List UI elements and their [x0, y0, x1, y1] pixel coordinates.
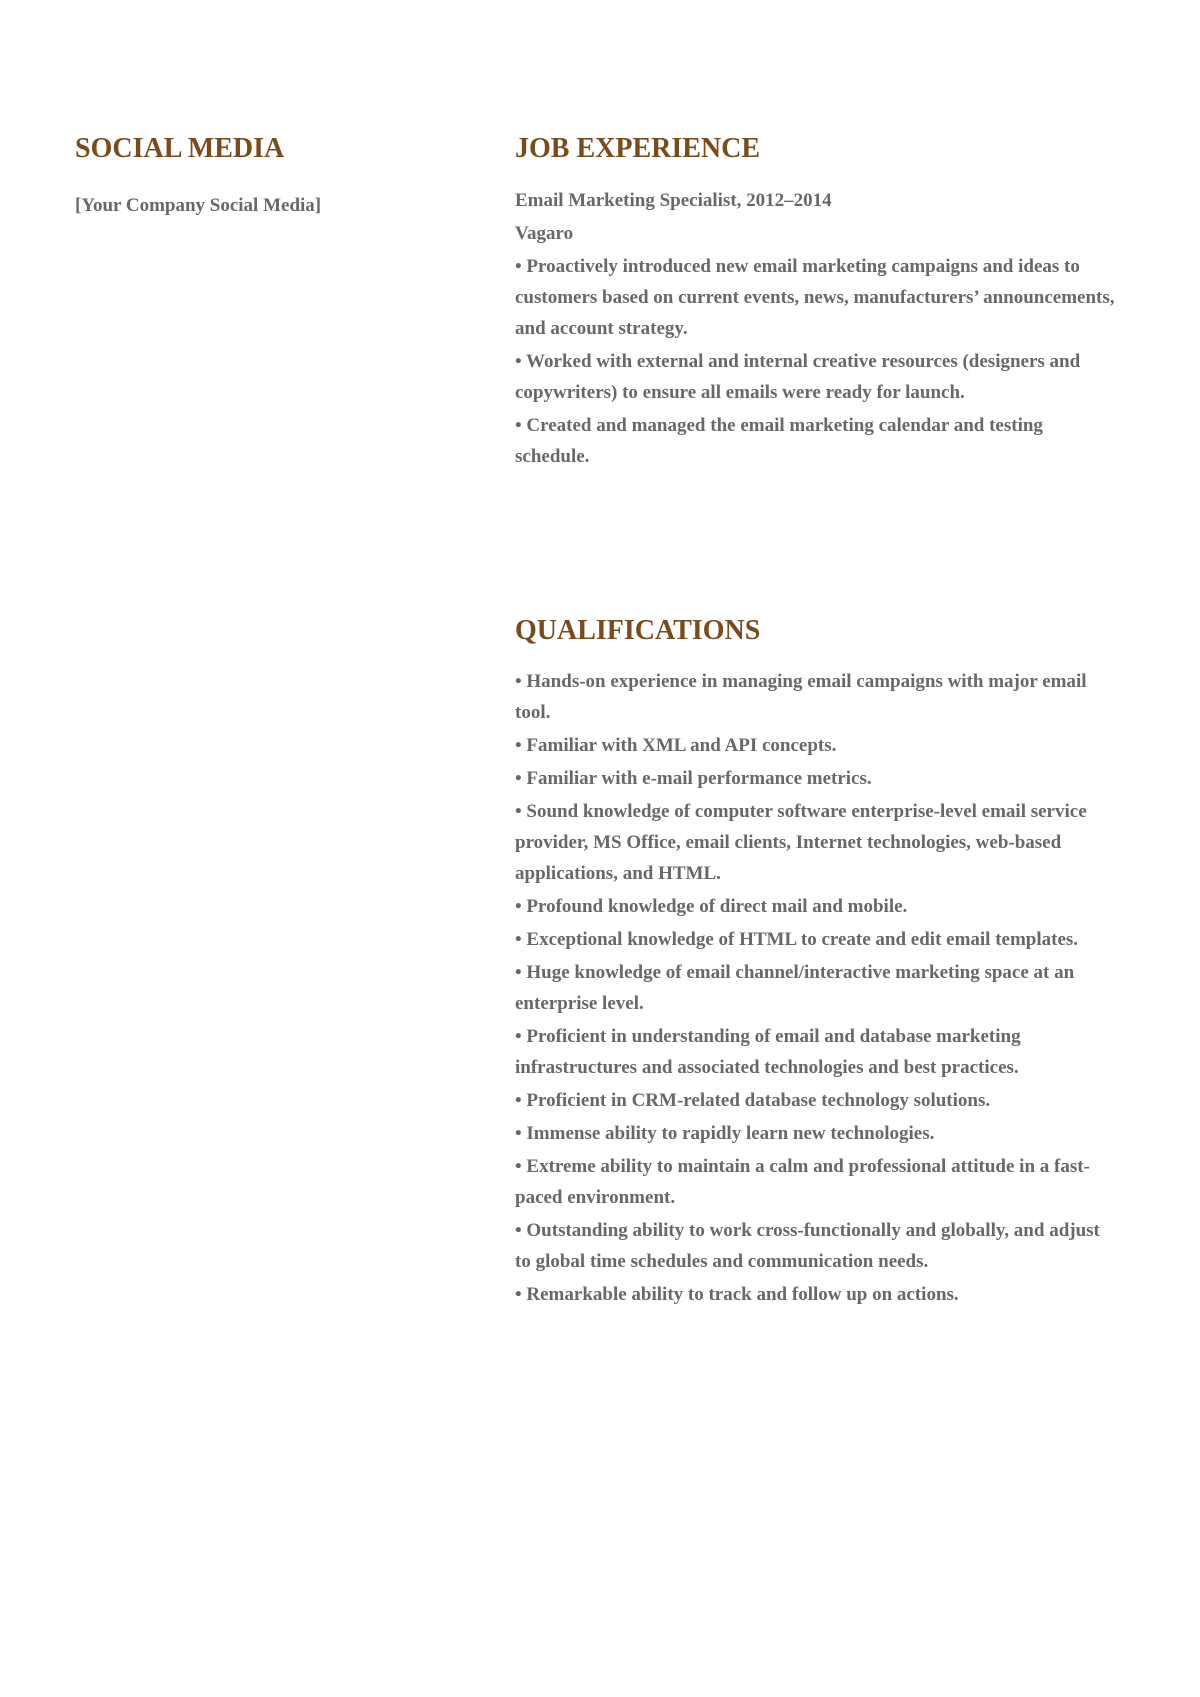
qualification-item: • Remarkable ability to track and follow up on actions.	[515, 1284, 959, 1305]
qualification-item: • Huge knowledge of email channel/interactive marketing space at an enterprise level.	[515, 962, 1075, 1014]
job-entry	[515, 185, 1115, 474]
job-company: Vagaro	[515, 223, 574, 244]
job-bullet: • Proactively introduced new email marketing campaigns and ideas to customers based on current events, news, manufacturers’ announcements, and account strategy.	[515, 256, 1115, 339]
qualifications-heading: QUALIFICATIONS	[515, 615, 761, 646]
social-media-heading: SOCIAL MEDIA	[75, 133, 285, 164]
qualifications-list	[515, 666, 1115, 1312]
qualification-item: • Proficient in CRM-related database technology solutions.	[515, 1090, 991, 1111]
qualification-item: • Extreme ability to maintain a calm and professional attitude in a fast-paced environment.	[515, 1156, 1090, 1208]
job-bullet: • Worked with external and internal creative resources (designers and copywriters) to ensure all emails were ready for launch.	[515, 351, 1081, 403]
qualification-item: • Immense ability to rapidly learn new technologies.	[515, 1123, 935, 1144]
qualification-item: • Familiar with XML and API concepts.	[515, 735, 837, 756]
qualification-item: • Hands-on experience in managing email campaigns with major email tool.	[515, 671, 1087, 723]
job-experience-heading: JOB EXPERIENCE	[515, 133, 761, 164]
qualification-item: • Exceptional knowledge of HTML to create and edit email templates.	[515, 929, 1079, 950]
job-title: Email Marketing Specialist, 2012–2014	[515, 190, 832, 211]
qualification-item: • Proficient in understanding of email and database marketing infrastructures and associated technologies and best practices.	[515, 1026, 1021, 1078]
social-media-text: [Your Company Social Media]	[75, 195, 322, 216]
qualification-item: • Outstanding ability to work cross-functionally and globally, and adjust to global time schedules and communication needs.	[515, 1220, 1100, 1272]
qualification-item: • Profound knowledge of direct mail and mobile.	[515, 896, 908, 917]
qualification-item: • Familiar with e-mail performance metrics.	[515, 768, 872, 789]
qualification-item: • Sound knowledge of computer software enterprise-level email service provider, MS Office, email clients, Internet technologies, web-based applications, and HTML.	[515, 801, 1087, 884]
job-bullet: • Created and managed the email marketing calendar and testing schedule.	[515, 415, 1043, 467]
